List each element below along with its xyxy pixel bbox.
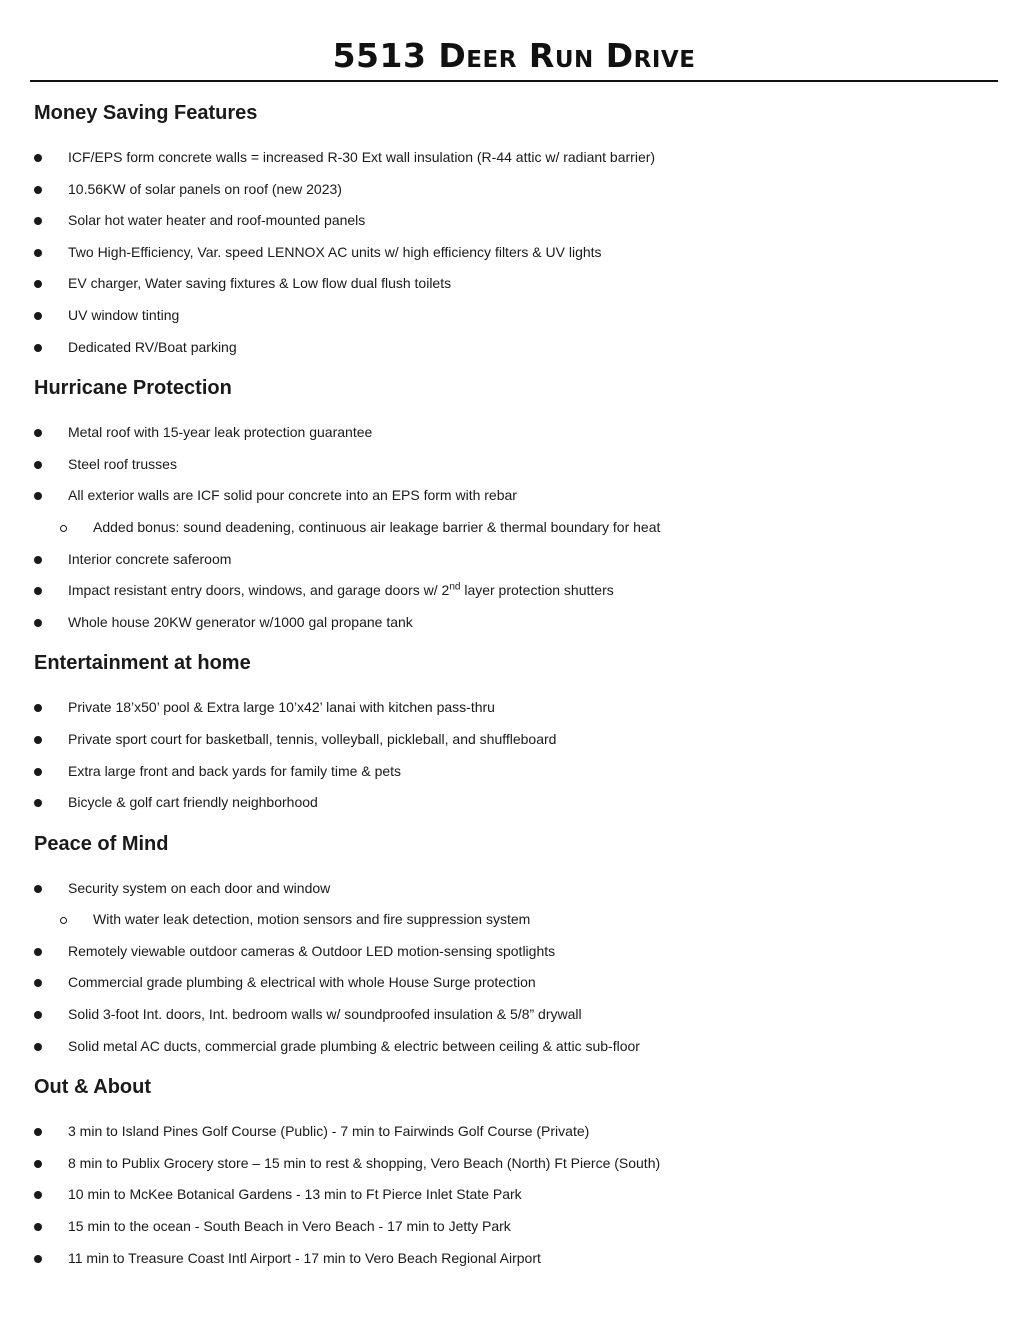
list-item-text: All exterior walls are ICF solid pour concrete into an EPS form with rebar xyxy=(68,487,517,504)
list-item xyxy=(34,1031,1004,1063)
bullet-icon xyxy=(34,979,42,987)
list-item xyxy=(34,544,1004,576)
document-body xyxy=(34,98,1004,1282)
bullet-icon xyxy=(34,799,42,807)
bullet-icon xyxy=(34,1128,42,1136)
title-divider xyxy=(30,80,998,82)
list-item xyxy=(34,607,1004,639)
bullet-icon xyxy=(34,1223,42,1231)
bullet-icon xyxy=(34,344,42,352)
section-out-and-about xyxy=(34,1072,1004,1274)
list-item xyxy=(34,332,1004,364)
bullet-icon xyxy=(34,249,42,257)
bullet-icon xyxy=(34,948,42,956)
bullet-icon xyxy=(34,1043,42,1051)
list-item xyxy=(34,756,1004,788)
feature-list xyxy=(34,692,1004,818)
list-item xyxy=(34,1243,1004,1275)
list-item-text: Bicycle & golf cart friendly neighborhood xyxy=(68,794,318,811)
bullet-icon xyxy=(34,186,42,194)
section-hurricane-protection xyxy=(34,373,1004,638)
sub-list-item xyxy=(34,904,1004,936)
list-item-text: Whole house 20KW generator w/1000 gal propane tank xyxy=(68,613,413,630)
list-item-text: 15 min to the ocean - South Beach in Vero Beach - 17 min to Jetty Park xyxy=(68,1218,511,1235)
list-item xyxy=(34,787,1004,819)
list-item-text: Solid 3-foot Int. doors, Int. bedroom walls w/ soundproofed insulation & 5/8” drywall xyxy=(68,1006,582,1023)
sub-list-item-text: Added bonus: sound deadening, continuous air leakage barrier & thermal boundary for heat xyxy=(93,518,661,535)
feature-list xyxy=(34,1116,1004,1274)
section-peace-of-mind xyxy=(34,829,1004,1063)
feature-list xyxy=(34,142,1004,363)
bullet-icon xyxy=(34,429,42,437)
section-heading: Money Saving Features xyxy=(34,102,258,124)
ordinal-suffix: nd xyxy=(449,581,461,593)
bullet-icon xyxy=(34,768,42,776)
list-item xyxy=(34,205,1004,237)
circle-bullet-icon xyxy=(60,525,67,532)
list-item-text-after: layer protection shutters xyxy=(460,582,614,599)
section-heading: Out & About xyxy=(34,1076,152,1099)
feature-list xyxy=(34,873,1004,1063)
list-item-text: Security system on each door and window xyxy=(68,879,331,896)
list-item xyxy=(34,724,1004,756)
bullet-icon xyxy=(34,556,42,564)
list-item-text: Interior concrete saferoom xyxy=(68,550,232,567)
list-item-text: Steel roof trusses xyxy=(68,455,177,472)
list-item xyxy=(34,1116,1004,1148)
circle-bullet-icon xyxy=(60,917,67,924)
bullet-icon xyxy=(34,1160,42,1168)
list-item-text: Extra large front and back yards for family time & pets xyxy=(68,762,402,779)
list-item-text: ICF/EPS form concrete walls = increased R-30 Ext wall insulation (R-44 attic w/ radiant barrier) xyxy=(68,149,656,165)
bullet-icon xyxy=(34,1255,42,1263)
list-item-text: 8 min to Publix Grocery store – 15 min to rest & shopping, Vero Beach (North) Ft Pierce (South) xyxy=(68,1154,661,1171)
list-item-text: UV window tinting xyxy=(68,306,180,323)
bullet-icon xyxy=(34,312,42,320)
list-item xyxy=(34,480,1004,512)
list-item xyxy=(34,417,1004,449)
document-title: 5513 Deer Run Drive xyxy=(332,36,696,75)
list-item xyxy=(34,142,1004,174)
list-item-text: 3 min to Island Pines Golf Course (Public) - 7 min to Fairwinds Golf Course (Private) xyxy=(68,1123,590,1140)
list-item-text-before: Impact resistant entry doors, windows, and garage doors w/ 2 xyxy=(68,582,450,599)
list-item xyxy=(34,174,1004,206)
sub-list-item-text: With water leak detection, motion sensors and fire suppression system xyxy=(93,911,531,928)
sub-list-item xyxy=(34,512,1004,544)
bullet-icon xyxy=(34,280,42,288)
bullet-icon xyxy=(34,619,42,627)
list-item xyxy=(34,575,1004,607)
list-item xyxy=(34,1211,1004,1243)
bullet-icon xyxy=(34,154,42,162)
list-item-text: Solid metal AC ducts, commercial grade plumbing & electric between ceiling & attic sub-floor xyxy=(68,1037,640,1054)
list-item-text: Two High-Efficiency, Var. speed LENNOX AC units w/ high efficiency filters & UV lights xyxy=(68,243,602,260)
list-item-text: Private 18’x50’ pool & Extra large 10’x42’ lanai with kitchen pass-thru xyxy=(68,699,495,716)
list-item-text: 10 min to McKee Botanical Gardens - 13 min to Ft Pierce Inlet State Park xyxy=(68,1186,522,1203)
list-item-text: Dedicated RV/Boat parking xyxy=(68,338,237,355)
feature-list xyxy=(34,417,1004,638)
list-item xyxy=(34,692,1004,724)
section-heading: Hurricane Protection xyxy=(34,377,232,400)
list-item-text: 10.56KW of solar panels on roof (new 2023) xyxy=(68,180,342,197)
bullet-icon xyxy=(34,461,42,469)
list-item-text: Solar hot water heater and roof-mounted panels xyxy=(68,212,366,229)
list-item xyxy=(34,873,1004,905)
list-item-text: 11 min to Treasure Coast Intl Airport - 17 min to Vero Beach Regional Airport xyxy=(68,1249,541,1266)
bullet-icon xyxy=(34,885,42,893)
bullet-icon xyxy=(34,1191,42,1199)
bullet-icon xyxy=(34,736,42,744)
list-item-text: Remotely viewable outdoor cameras & Outdoor LED motion-sensing spotlights xyxy=(68,942,556,959)
section-heading: Peace of Mind xyxy=(34,832,169,855)
section-money-saving-features xyxy=(34,98,1004,363)
list-item xyxy=(34,300,1004,332)
list-item xyxy=(34,237,1004,269)
list-item xyxy=(34,999,1004,1031)
section-heading: Entertainment at home xyxy=(34,652,251,675)
list-item xyxy=(34,449,1004,481)
list-item xyxy=(34,1179,1004,1211)
list-item-text: Private sport court for basketball, tennis, volleyball, pickleball, and shuffleboard xyxy=(68,730,557,747)
list-item xyxy=(34,1148,1004,1180)
list-item-text: Metal roof with 15-year leak protection guarantee xyxy=(68,424,373,441)
list-item-text: Commercial grade plumbing & electrical with whole House Surge protection xyxy=(68,974,536,991)
bullet-icon xyxy=(34,492,42,500)
bullet-icon xyxy=(34,217,42,225)
list-item-text: EV charger, Water saving fixtures & Low flow dual flush toilets xyxy=(68,275,452,292)
list-item xyxy=(34,268,1004,300)
list-item xyxy=(34,967,1004,999)
list-item xyxy=(34,936,1004,968)
bullet-icon xyxy=(34,704,42,712)
bullet-icon xyxy=(34,587,42,595)
section-entertainment-at-home xyxy=(34,648,1004,818)
bullet-icon xyxy=(34,1011,42,1019)
